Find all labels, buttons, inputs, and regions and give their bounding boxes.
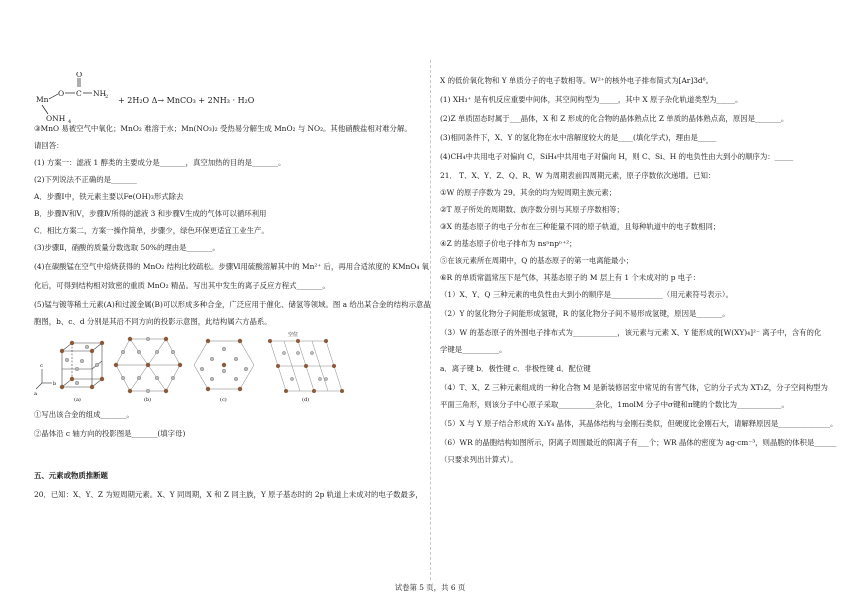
line-q21-6a: （6）WR 的晶胞结构如图所示，阴离子周围最近的阳离子有___个；WR 晶体的密度为 ag·cm⁻³，则晶胞的体积是______ bbox=[440, 438, 837, 447]
line-q21-2: （2）Y 的氢化物分子间能形成氢键，R 的氢化物分子间不易形成氢键，原因是_______。 bbox=[440, 309, 730, 318]
line-q21-3a: （3）W 的基态原子的外围电子排布式为____________，该元素与元素 X、Y 能形成的[W(XY)₄]²⁻ 离子中，含有的化 bbox=[440, 328, 822, 337]
line-q20-1: (1) XH₃⁺ 是有机反应重要中间体，其空间构型为_____，其中 X 原子杂化轨道类型为_____。 bbox=[440, 95, 743, 104]
line-q2: (2)下列说法不正确的是_______ bbox=[34, 175, 137, 184]
crystal-figures bbox=[34, 331, 424, 403]
line-q2-option-b: B．步骤Ⅳ和Ⅴ，步骤Ⅳ所得的滤液 3 和步骤Ⅴ生成的气体可以循环利用 bbox=[34, 209, 267, 218]
atom-o: O bbox=[58, 89, 65, 98]
line-q20-2: (2)Z 单质固态时属于___晶体，X 和 Z 形成的化合物的晶体熟点比 Z 单质的晶体熟点高，原因是_______。 bbox=[440, 114, 789, 123]
line-q4-b: 化后，可得到结构相对致密的重质 MnO₂ 精品。写出其中发生的离子反应方程式_______。 bbox=[34, 281, 330, 290]
atom-c: C bbox=[76, 89, 82, 98]
reaction-equation bbox=[34, 72, 424, 124]
crystal-figure-svg bbox=[34, 331, 354, 403]
reaction-rhs: + 2H₂O Δ→ MnCO₃ + 2NH₃ · H₂O bbox=[118, 96, 255, 105]
axis-label-c: c bbox=[40, 363, 43, 369]
figure-label-a: (a) bbox=[74, 397, 81, 403]
line-q21-4a: （4）T、X、Z 三种元素组成的一种化合物 M 是新装修居室中常见的有害气体，它的分子式为 XT₂Z，分子空间构型为 bbox=[440, 383, 828, 392]
section-title: 五、元素或物质推断题 bbox=[34, 471, 108, 480]
line-q21: 21． T、X、Y、Z、Q、R、W 为周期表前四周期元素，原子序数依次递增。已知： bbox=[440, 171, 716, 180]
line-q21-3b: 学键是__________。 bbox=[440, 345, 507, 354]
line-q20-4: (4)CH₄中共用电子对偏向 C，SiH₄中共用电子对偏向 H，则 C、Si、H 的电负性由大到小的顺序为：_____ bbox=[440, 152, 794, 161]
line-q21-fact6: ⑥R 的单质常温常压下是气体，其基态原子的 M 层上有 1 个未成对的 p 电子： bbox=[440, 273, 700, 282]
line-q2-option-a: A．步骤Ⅰ中，铁元素主要以Fe(OH)₃形式除去 bbox=[34, 192, 184, 201]
line-q21-fact2: ②T 原子所处的周期数、族序数分别与其原子序数相等； bbox=[440, 205, 624, 214]
line-note-3: ③MnO 易被空气中氧化；MnO₂ 难溶于水；Mn(NO₃)₂ 受热易分解生成 MnO₂ 与 NO₂。其他硝酸盐相对难分解。 bbox=[34, 124, 412, 133]
line-q21-3-options: a．离子键 b．极性键 c．非极性键 d．配位键 bbox=[440, 364, 591, 373]
axis-label-b: b bbox=[53, 381, 57, 387]
line-q5-sub2: ②晶体沿 c 轴方向的投影图是_______(填字母) bbox=[34, 429, 186, 438]
figure-label-c: (c) bbox=[220, 397, 227, 403]
figure-legend-vacancy: 空位 bbox=[288, 332, 299, 338]
column-divider bbox=[430, 60, 431, 580]
reaction-structure bbox=[34, 72, 334, 124]
atom-o-carbonyl: O bbox=[76, 72, 83, 79]
line-q2-option-c: C．相比方案二，方案一操作简单，步骤少，绿色环保更适宜工业生产。 bbox=[34, 226, 269, 235]
page-footer: 试卷第 5 页，共 6 页 bbox=[394, 583, 466, 592]
group-nh2: NH bbox=[93, 89, 107, 98]
line-please-answer: 请回答： bbox=[34, 141, 64, 150]
line-q21-1: （1）X、Y、Q 三种元素的电负性由大到小的顺序是______________（用元素符号表示）。 bbox=[440, 290, 734, 299]
line-q21-fact5: ⑤在该元素所在周期中，Q 的基态原子的第一电离能最小； bbox=[440, 256, 634, 265]
left-column bbox=[34, 72, 431, 500]
line-q21-4b: 平面三角形，则该分子中心原子采取__________杂化，1molM 分子中σ键和π键的个数比为____________。 bbox=[440, 400, 789, 409]
line-q5-sub1: ①写出该合金的组成_______。 bbox=[34, 410, 134, 419]
group-onh4: ONH bbox=[46, 114, 66, 123]
line-q21-fact1: ①W 的原子序数为 29。其余的均为短周期主族元素； bbox=[440, 188, 617, 197]
right-column bbox=[440, 76, 838, 465]
line-q20-3: (3)相同条件下，X、Y 的氢化物在水中溶解度较大的是____(填化学式)，理由是_____ bbox=[440, 133, 717, 142]
line-q3: (3)步骤Ⅱ，硝酸的质量分数选取 50%的理由是_______。 bbox=[34, 243, 220, 252]
line-q1: (1) 方案一：滤液 1 醇类的主要成分是_______，真空加热的目的是_______。 bbox=[34, 158, 286, 167]
group-nh2-sub: 2 bbox=[105, 94, 109, 100]
line-q21-fact4: ④Z 的基态原子价电子排布为 nsⁿnpⁿ⁺²； bbox=[440, 239, 577, 248]
axis-label-a: a bbox=[34, 391, 37, 397]
line-q20: 20．已知：X、Y、Z 为短周期元素。X、Y 同周期，X 和 Z 同主族，Y 原子基态时的 2p 轨道上未成对的电子数最多， bbox=[34, 490, 423, 499]
line-q5-b: 胞图，b、c、d 分别是其沿不同方向的投影示意图，此结构属六方晶系。 bbox=[34, 317, 272, 326]
group-onh4-sub: 4 bbox=[68, 119, 72, 124]
figure-label-d: (d) bbox=[302, 397, 310, 403]
line-q21-6b: （只要求列出计算式）。 bbox=[440, 455, 518, 464]
line-q4-a: (4)在碳酸锰在空气中焙烧获得的 MnO₂ 结构比较疏松。步骤Ⅵ用硫酸溶解其中的 Mn²⁺ 后，再用合适浓度的 KMnO₄ 氧 bbox=[34, 262, 430, 271]
line-q21-5: （5）X 与 Y 原子结合形成的 X₃Y₄ 晶体，其晶体结构与金刚石类似，但硬度比金刚石大，请解释原因是______________。 bbox=[440, 419, 838, 428]
figure-label-b: (b) bbox=[144, 397, 152, 403]
line-q20-cont: X 的低价氧化物和 Y 单质分子的电子数相等。W²⁺的核外电子排布简式为[Ar]3d⁶。 bbox=[440, 76, 714, 85]
line-q21-fact3: ③X 的基态原子的电子分布在三种能量不同的原子轨道，且每种轨道中的电子数相同； bbox=[440, 222, 721, 231]
atom-mn: Mn bbox=[36, 95, 49, 104]
line-q5-a: (5)锰与镀等稀土元素(A)和过渡金属(B)可以形成多种合金，广泛应用于催化、储氢等领域。图 a 给出某合金的结构示意晶 bbox=[34, 300, 431, 309]
